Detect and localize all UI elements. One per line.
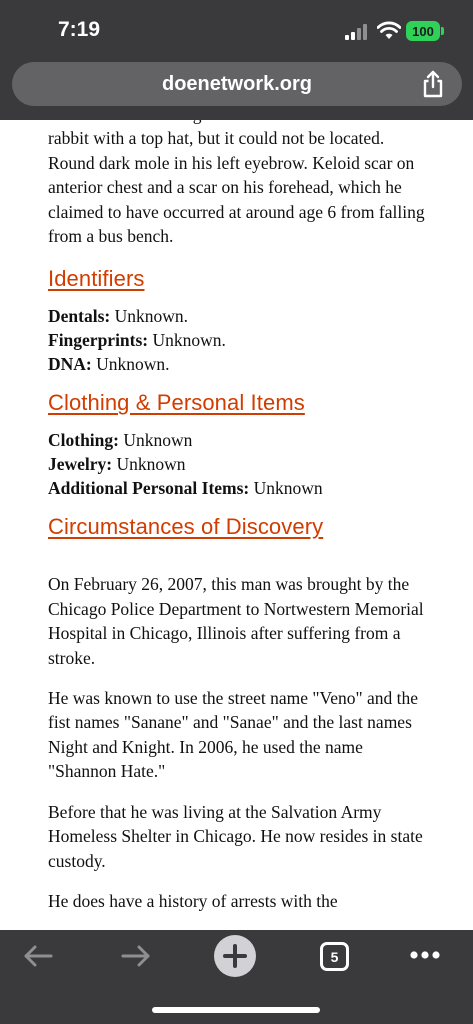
intro-paragraph: rabbit with a top hat, but it could not be located. Round dark mole in his left eyebrow. Keloid scar on anterior chest and a scar on his forehead, which he claimed to have occurred at around age 6 from falling from a bus bench. [48, 128, 425, 247]
status-time: 7:19 [58, 18, 101, 41]
circumstances-paragraph-1: On February 26, 2007, this man was brought by the Chicago Police Department to Nortwestern Memorial Hospital in Chicago, Illinois after suffering from a stroke. [48, 574, 424, 668]
field-label: Jewelry: [48, 454, 113, 475]
tab-count: 5 [330, 948, 339, 965]
field-clothing [48, 428, 433, 452]
cutoff-text-bottom: He does have a history of arrests with the [48, 890, 338, 911]
wifi-icon [377, 21, 401, 40]
field-fingerprints [48, 328, 433, 352]
new-tab-button[interactable] [214, 935, 256, 977]
status-bar [0, 0, 473, 62]
spacer [48, 552, 433, 572]
page-content [0, 96, 473, 932]
plus-icon [214, 935, 256, 977]
field-dna [48, 352, 433, 376]
circumstances-paragraph-2: He was known to use the street name "Veno" and the fist names "Sanane" and "Sanae" and the last names Night and Knight. In 2006, he used the name "Shannon Hate." [48, 688, 419, 782]
back-arrow-icon[interactable] [22, 942, 54, 970]
battery-level: 100 [412, 23, 434, 39]
tabs-button[interactable] [320, 942, 349, 971]
field-label: Additional Personal Items: [48, 478, 250, 499]
circumstances-paragraph-3: Before that he was living at the Salvation Army Homeless Shelter in Chicago. He now resides in state custody. [48, 801, 423, 871]
field-label: Clothing: [48, 430, 119, 451]
field-value: Unknown [253, 478, 323, 499]
url-domain[interactable]: doenetwork.org [161, 72, 312, 95]
battery-indicator [406, 21, 440, 41]
field-value: Unknown. [114, 306, 188, 327]
field-value: Unknown. [152, 330, 226, 351]
clothing-list [48, 428, 433, 500]
battery-nub [441, 27, 444, 35]
field-label: DNA: [48, 354, 92, 375]
address-bar[interactable] [12, 62, 462, 106]
field-label: Fingerprints: [48, 330, 149, 351]
heading-clothing[interactable]: Clothing & Personal Items [48, 390, 305, 416]
field-additional-items [48, 476, 433, 500]
field-label: Dentals: [48, 306, 111, 327]
field-value: Unknown [123, 430, 193, 451]
spacer [48, 873, 433, 889]
more-options-icon[interactable] [410, 950, 440, 960]
forward-arrow-icon[interactable] [120, 942, 152, 970]
field-dentals [48, 304, 433, 328]
field-jewelry [48, 452, 433, 476]
heading-circumstances[interactable]: Circumstances of Discovery [48, 514, 324, 540]
home-indicator [152, 1007, 320, 1013]
field-value: Unknown [116, 454, 186, 475]
identifiers-list [48, 304, 433, 376]
field-value: Unknown. [96, 354, 170, 375]
browser-bottom-toolbar [0, 930, 473, 1024]
heading-identifiers[interactable]: Identifiers [48, 266, 145, 292]
spacer [48, 670, 433, 686]
spacer [48, 784, 433, 800]
browser-top-chrome [0, 0, 473, 120]
cellular-signal-icon [345, 24, 369, 40]
share-icon[interactable] [420, 70, 446, 98]
